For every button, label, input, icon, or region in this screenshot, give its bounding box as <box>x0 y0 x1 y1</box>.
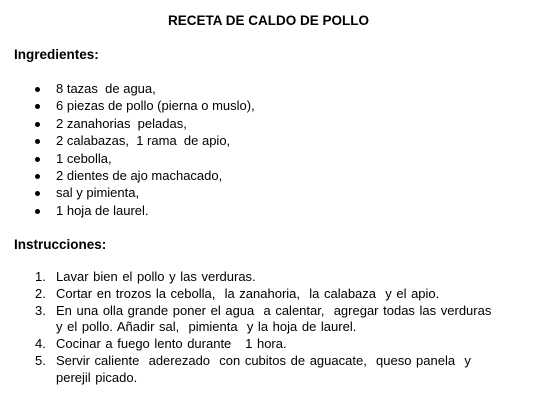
list-item <box>0 303 516 337</box>
list-item <box>0 115 255 132</box>
instructions-heading: Instrucciones: <box>14 237 107 252</box>
list-item <box>0 97 255 114</box>
bullet-icon <box>35 209 40 214</box>
step-text: y el pollo. Añadir sal, pimienta y la hoja de laurel. <box>56 319 357 335</box>
list-item <box>0 353 516 387</box>
step-text: Cortar en trozos la cebolla, la zanahoria, la calabaza y el apio. <box>56 285 440 301</box>
ingredient-text: 8 tazas de agua, <box>56 81 156 96</box>
step-number: 5. <box>35 352 46 368</box>
step-text: En una olla grande poner el agua a calentar, agregar todas las verduras <box>56 302 492 318</box>
instructions-list <box>0 269 516 387</box>
list-item <box>0 132 255 149</box>
step-number: 4. <box>35 336 46 352</box>
bullet-icon <box>35 174 40 179</box>
ingredients-heading: Ingredientes: <box>14 47 99 62</box>
list-item <box>0 336 516 353</box>
list-item <box>0 80 255 97</box>
list-item <box>0 167 255 184</box>
list-item <box>0 150 255 167</box>
bullet-icon <box>35 191 40 196</box>
ingredient-text: 1 cebolla, <box>56 150 112 166</box>
bullet-icon <box>35 87 40 92</box>
list-item <box>0 184 255 201</box>
bullet-icon <box>35 139 40 144</box>
step-text: Lavar bien el pollo y las verduras. <box>56 269 256 284</box>
step-number: 2. <box>35 285 46 301</box>
ingredient-text: 6 piezas de pollo (pierna o muslo), <box>56 98 255 114</box>
step-number: 1. <box>35 269 46 284</box>
bullet-icon <box>35 157 40 162</box>
step-text: perejil picado. <box>56 369 138 385</box>
list-item <box>0 269 516 286</box>
ingredient-text: 1 hoja de laurel. <box>56 202 149 218</box>
step-text: Servir caliente aderezado con cubitos de aguacate, queso panela y <box>56 352 471 368</box>
ingredient-text: 2 dientes de ajo machacado, <box>56 168 223 184</box>
page-title: RECETA DE CALDO DE POLLO <box>167 13 369 28</box>
bullet-icon <box>35 122 40 127</box>
ingredients-list <box>0 80 255 219</box>
list-item <box>0 202 255 219</box>
list-item <box>0 286 516 303</box>
step-text: Cocinar a fuego lento durante 1 hora. <box>56 336 287 352</box>
bullet-icon <box>35 104 40 109</box>
ingredient-text: 2 calabazas, 1 rama de apio, <box>56 133 231 149</box>
ingredient-text: sal y pimienta, <box>56 185 140 201</box>
step-number: 3. <box>35 302 46 318</box>
ingredient-text: 2 zanahorias peladas, <box>56 115 187 131</box>
